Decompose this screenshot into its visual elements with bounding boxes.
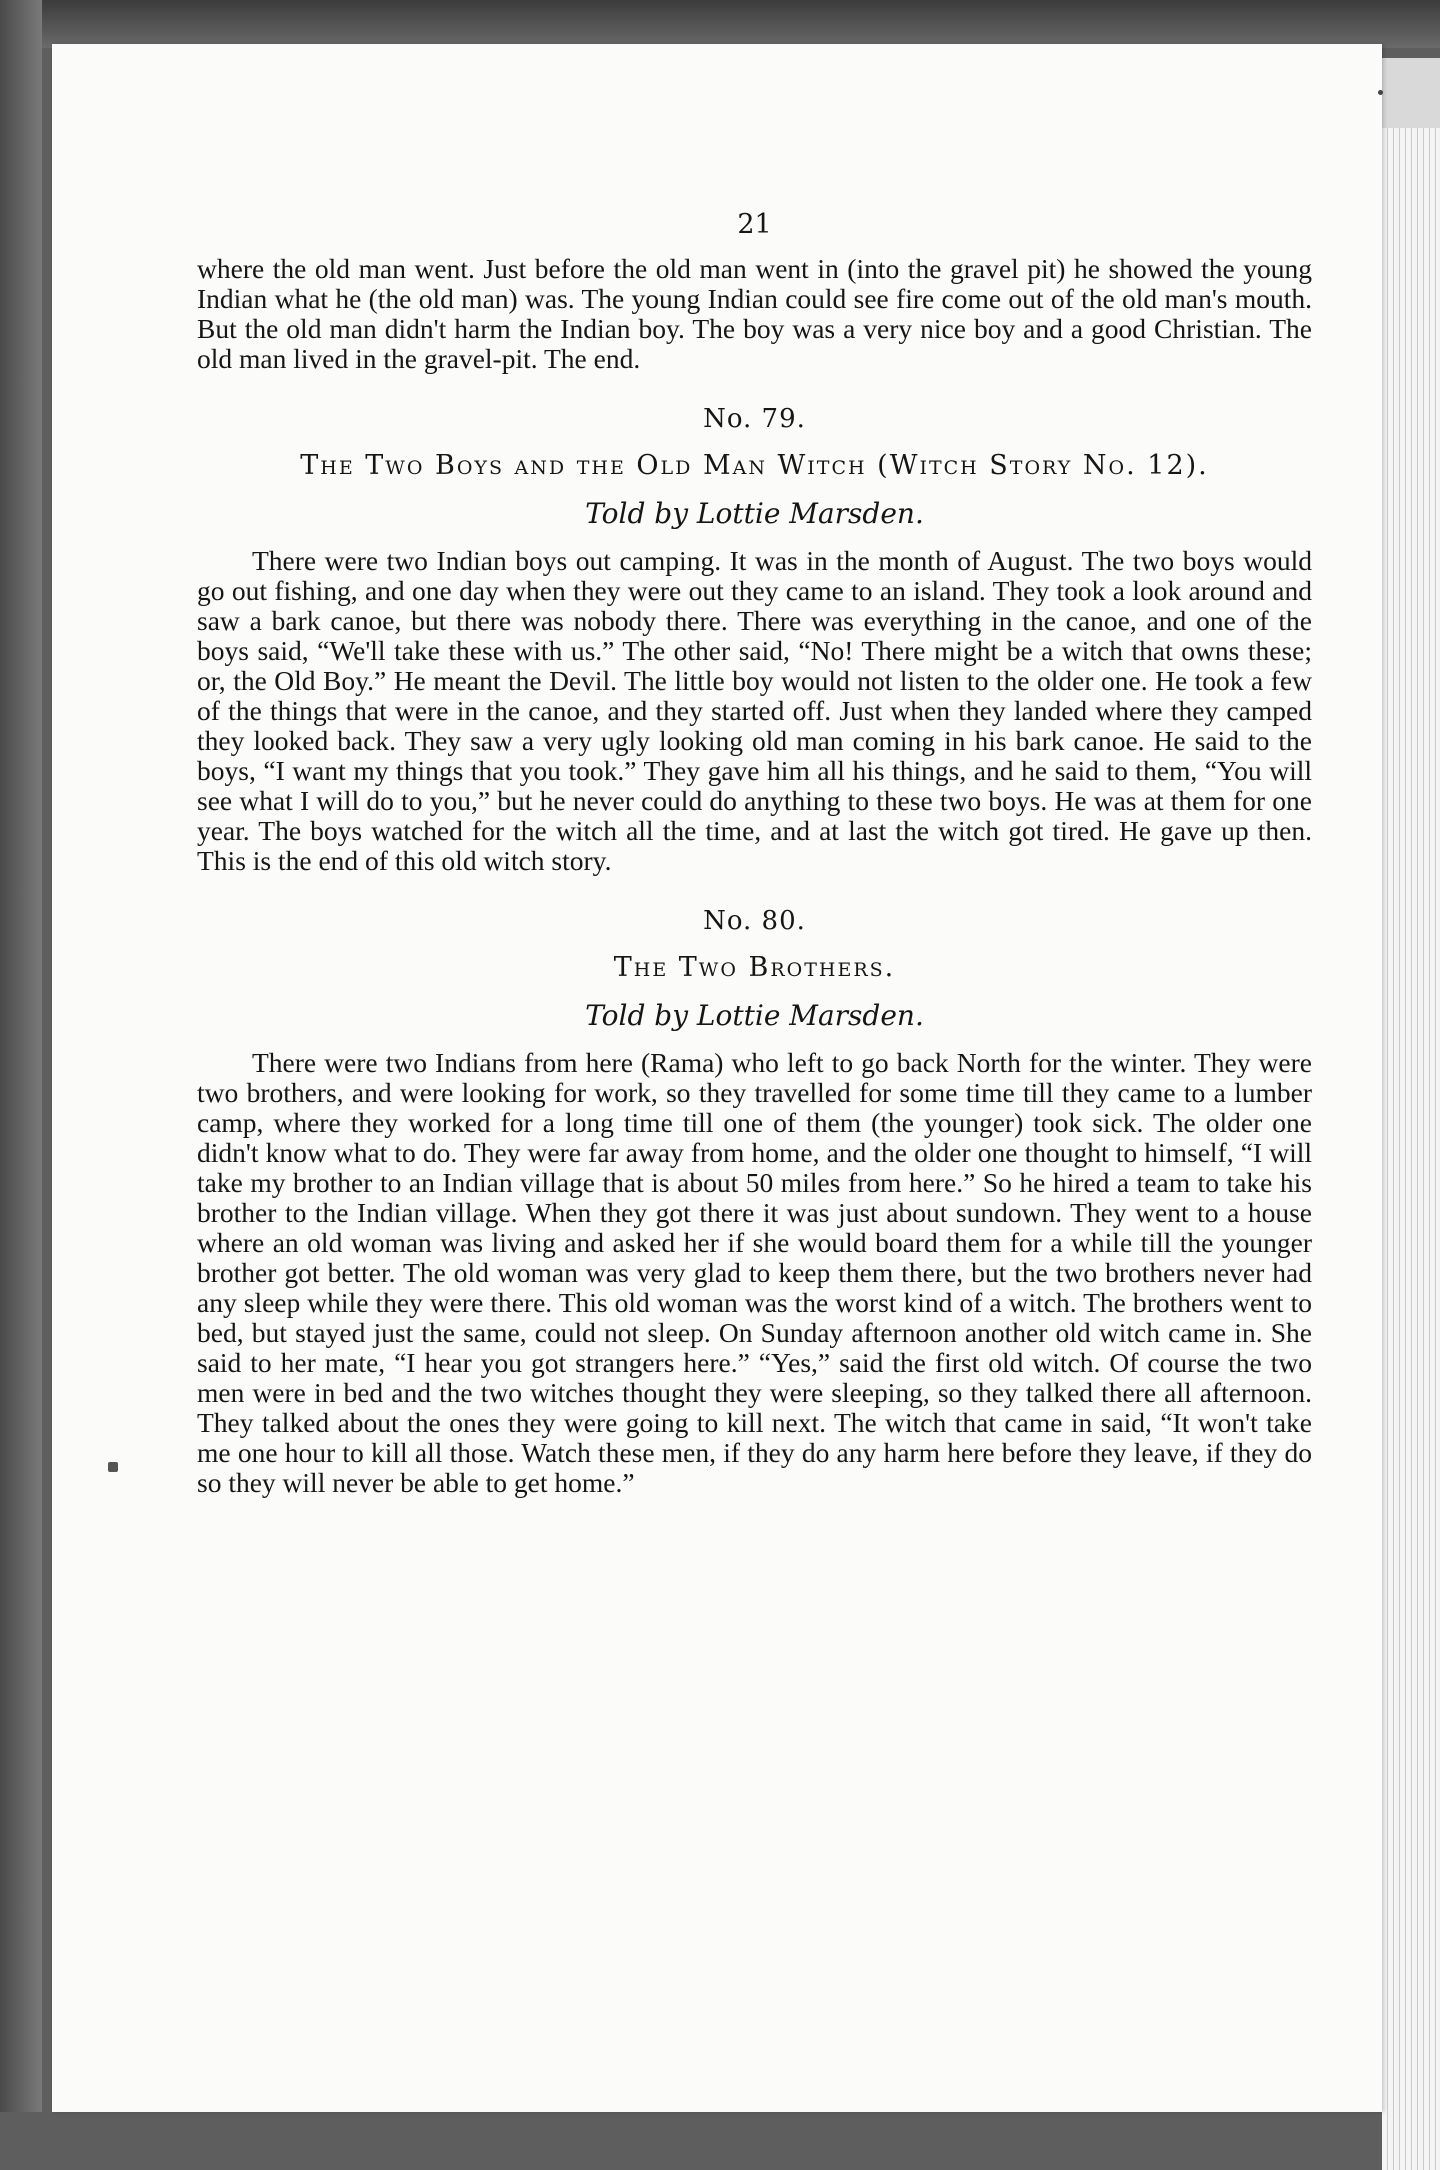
story-text: There were two Indian boys out camping. It was in the month of August. The two boys would go out fishing, and one day when they were out they came to an island. They took a look around and saw a bark canoe, but there was nobody there. There was everything in the canoe, and one of the boys said, “We'll take these with us.” The other said, “No! There might be a witch that owns these; or, the Old Boy.” He meant the Devil. The little boy would not listen to the older one. He took a few of the things that were in the canoe, and they started off. Just when they landed where they camped they looked back. They saw a very ugly looking old man coming in his bark canoe. He said to the boys, “I want my things that you took.” They gave him all his things, and he said to them, “You will see what I will do to you,” but he never could do anything to these two boys. He was at them for one year. The boys watched for the witch all the time, and at last the witch got tired. He gave up then. This is the end of this old witch story.	[197, 545, 1312, 876]
story-teller: Told by Lottie Marsden.	[585, 497, 924, 530]
page-edges	[1382, 128, 1440, 2170]
story-teller: Told by Lottie Marsden.	[585, 999, 924, 1032]
story-79	[197, 404, 1312, 876]
opening-paragraph: where the old man went. Just before the old man went in (into the gravel pit) he showed the young Indian what he (the old man) was. The young Indian could see fire come out of the old man's mouth. But the old man didn't harm the Indian boy. The boy was a very nice boy and a good Christian. The old man lived in the gravel-pit. The end.	[197, 253, 1312, 374]
page-number: 21	[737, 209, 772, 240]
margin-mark	[108, 1462, 118, 1472]
story-title: The Two Boys and the Old Man Witch (Witch Story No. 12).	[300, 450, 1209, 481]
story-number: No. 80.	[703, 906, 806, 936]
scan-speck	[1378, 90, 1383, 95]
story-80	[197, 906, 1312, 1498]
story-title: The Two Brothers.	[613, 952, 896, 983]
story-number: No. 79.	[703, 404, 806, 434]
story-text: There were two Indians from here (Rama) who left to go back North for the winter. They were two brothers, and were looking for work, so they travelled for some time till they came to a lumber camp, where they worked for a long time till one of them (the younger) took sick. The older one didn't know what to do. They were far away from home, and the older one thought to himself, “I will take my brother to an Indian village that is about 50 miles from here.” So he hired a team to take his brother to the Indian village. When they got there it was just about sundown. They went to a house where an old woman was living and asked her if she would board them for a while till the younger brother got better. The old woman was very glad to keep them there, but the two brothers never had any sleep while they were there. This old woman was the worst kind of a witch. The brothers went to bed, but stayed just the same, could not sleep. On Sunday afternoon another old witch came in. She said to her mate, “I hear you got strangers here.” “Yes,” said the first old witch. Of course the two men were in bed and the two witches thought they were sleeping, so they talked there all afternoon. They talked about the ones they were going to kill next. The witch that came in said, “It won't take me one hour to kill all those. Watch these men, if they do any harm here before they leave, if they do so they will never be able to get home.”	[197, 1047, 1312, 1498]
scanner-background-left	[0, 0, 42, 2112]
scanner-background-top	[0, 0, 1440, 48]
book-page	[52, 44, 1382, 2112]
page-content	[197, 164, 1312, 1498]
